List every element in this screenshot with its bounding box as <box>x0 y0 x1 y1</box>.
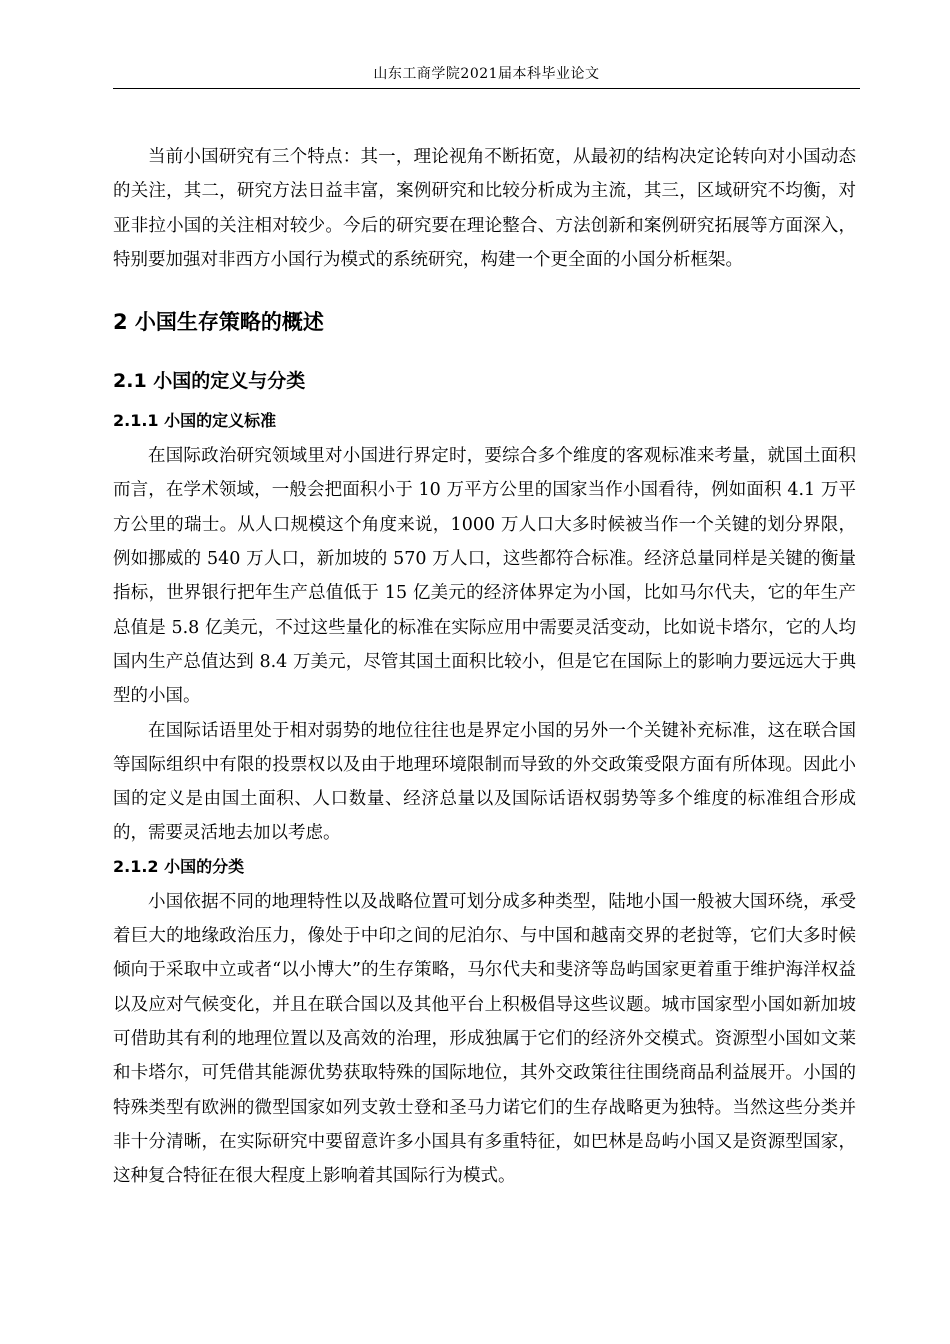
header-rule <box>113 88 860 89</box>
subsection-heading-classification: 2.1.2 小国的分类 <box>113 856 245 876</box>
paragraph-definition-criteria: 在国际政治研究领域里对小国进行界定时，要综合多个维度的客观标准来考量，就国土面积而言，在学术领域，一般会把面积小于 10 万平方公里的国家当作小国看待，例如面积 4.1 万平方公里的瑞士。从人口规模这个角度来说，1000 万人口大多时候被当作一个关键的划分界限，例如挪威的 540 万人口，新加坡的 570 万人口，这些都符合标准。经济总量同样是关键的衡量指标，世界银行把年生产总值低于 15 亿美元的经济体界定为小国，比如马尔代夫，它的年生产总值是 5.8 亿美元，不过这些量化的标准在实际应用中需要灵活变动，比如说卡塔尔，它的人均国内生产总值达到 8.4 万美元，尽管其国土面积比较小，但是它在国际上的影响力要远远大于典型的小国。 <box>113 446 856 707</box>
section-heading: 2.1 小国的定义与分类 <box>113 370 306 393</box>
intro-paragraph: 当前小国研究有三个特点：其一，理论视角不断拓宽，从最初的结构决定论转向对小国动态的关注，其二，研究方法日益丰富，案例研究和比较分析成为主流，其三，区域研究不均衡，对亚非拉小国的关注相对较少。今后的研究要在理论整合、方法创新和案例研究拓展等方面深入，特别要加强对非西方小国行为模式的系统研究，构建一个更全面的小国分析框架。 <box>113 147 856 270</box>
subsection-heading-definition: 2.1.1 小国的定义标准 <box>113 411 277 431</box>
paragraph-definition-discourse: 在国际话语里处于相对弱势的地位往往也是界定小国的另外一个关键补充标准，这在联合国等国际组织中有限的投票权以及由于地理环境限制而导致的外交政策受限方面有所体现。因此小国的定义是由国土面积、人口数量、经济总量以及国际话语权弱势等多个维度的标准组合形成的，需要灵活地去加以考虑。 <box>113 720 856 844</box>
running-header: 山东工商学院2021届本科毕业论文 <box>373 66 600 82</box>
page-body <box>113 140 856 1193</box>
chapter-heading: 2 小国生存策略的概述 <box>113 310 324 335</box>
paragraph-classification: 小国依据不同的地理特性以及战略位置可划分成多种类型，陆地小国一般被大国环绕，承受着巨大的地缘政治压力，像处于中印之间的尼泊尔、与中国和越南交界的老挝等，它们大多时候倾向于采取中立或者“以小博大”的生存策略，马尔代夫和斐济等岛屿国家更着重于维护海洋权益以及应对气候变化，并且在联合国以及其他平台上积极倡导这些议题。城市国家型小国如新加坡可借助其有利的地理位置以及高效的治理，形成独属于它们的经济外交模式。资源型小国如文莱和卡塔尔，可凭借其能源优势获取特殊的国际地位，其外交政策往往围绕商品利益展开。小国的特殊类型有欧洲的微型国家如列支敦士登和圣马力诺它们的生存战略更为独特。当然这些分类并非十分清晰，在实际研究中要留意许多小国具有多重特征，如巴林是岛屿小国又是资源型国家，这种复合特征在很大程度上影响着其国际行为模式。 <box>113 891 856 1187</box>
